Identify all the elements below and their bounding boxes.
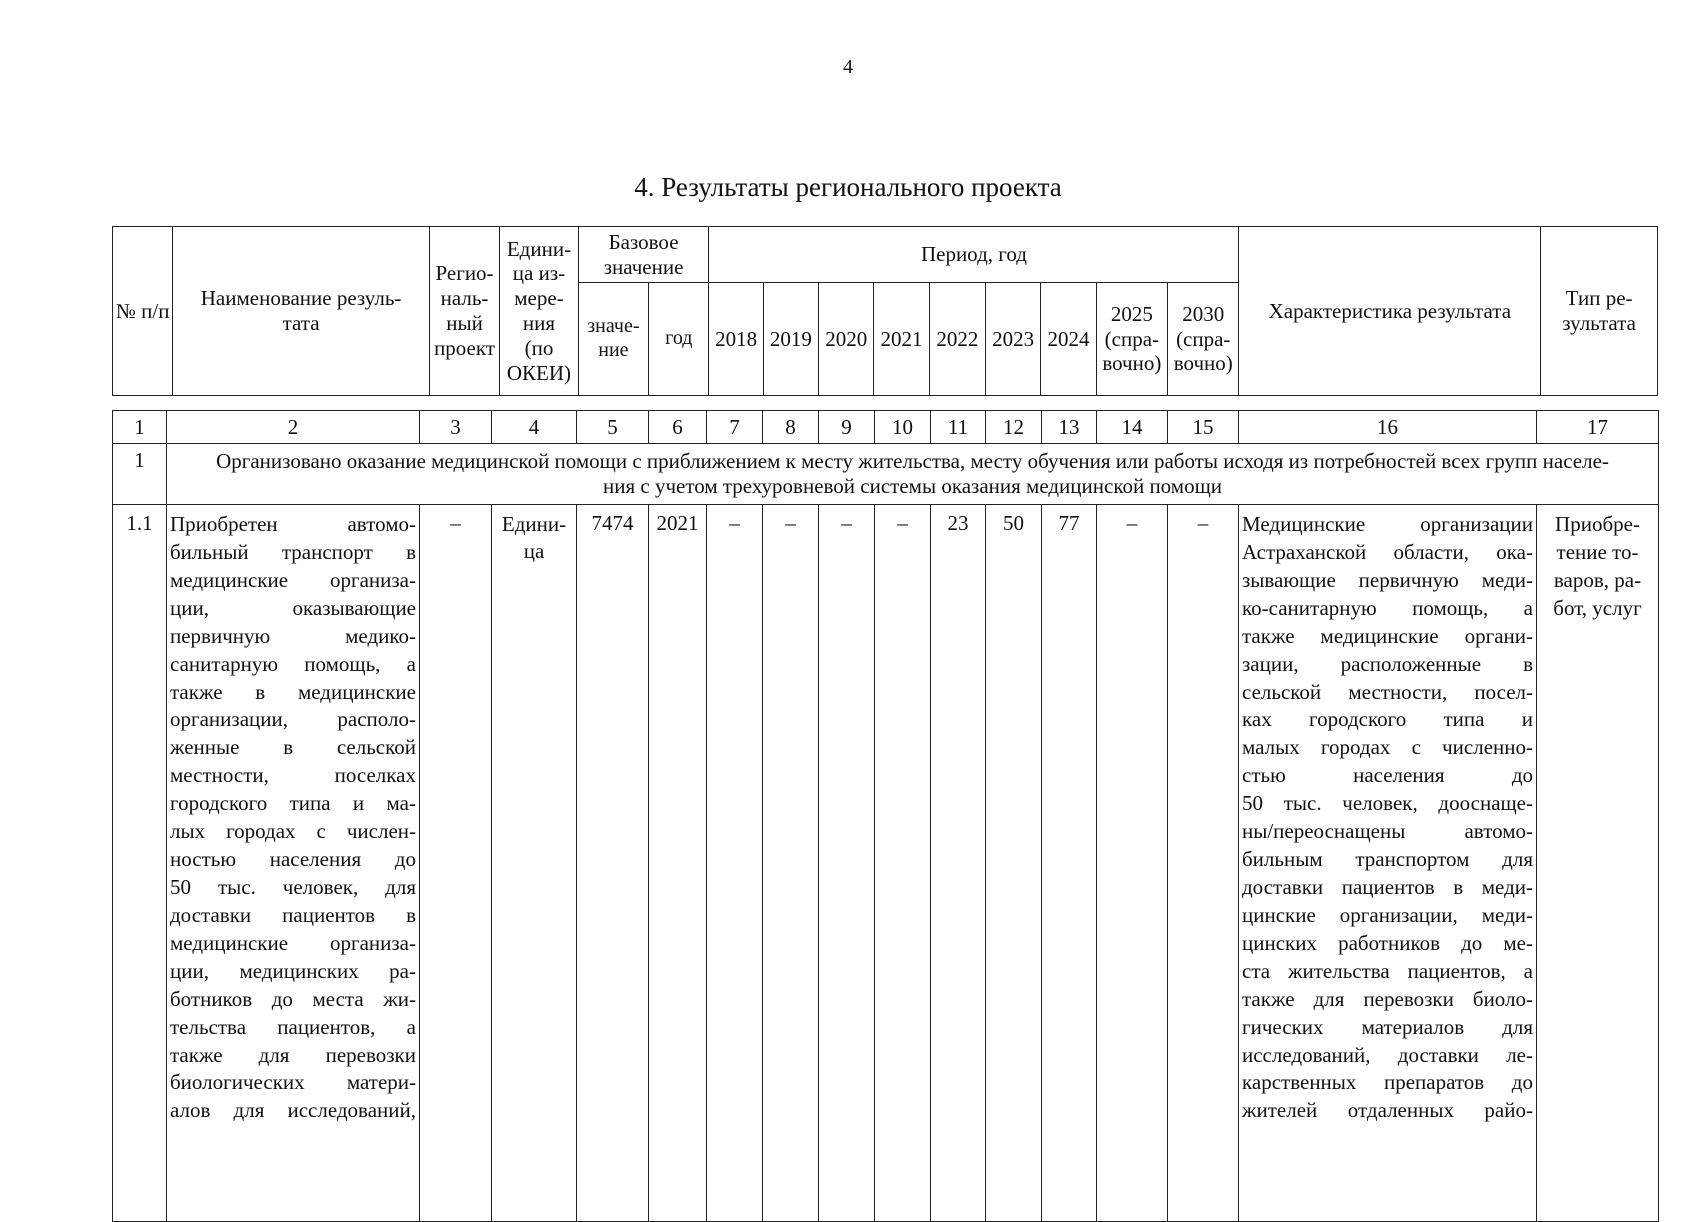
header-year: 2022 — [929, 283, 985, 396]
column-number: 13 — [1042, 411, 1097, 444]
column-number-row — [113, 411, 1659, 444]
header-name: Наименование резуль- тата — [173, 227, 429, 396]
page-number: 4 — [843, 56, 853, 78]
header-year: 2020 — [819, 283, 874, 396]
column-number: 15 — [1168, 411, 1239, 444]
column-number: 17 — [1537, 411, 1659, 444]
header-type: Тип ре- зультата — [1541, 227, 1658, 396]
header-year-2025: 2025 (спра- вочно) — [1096, 283, 1167, 396]
group-row — [113, 444, 1659, 505]
column-number: 16 — [1239, 411, 1537, 444]
base-year: 2021 — [649, 505, 707, 1222]
column-number: 4 — [492, 411, 577, 444]
header-characteristic: Характеристика результата — [1239, 227, 1541, 396]
column-number: 12 — [986, 411, 1042, 444]
column-number: 11 — [931, 411, 986, 444]
header-year: 2021 — [874, 283, 929, 396]
header-year: 2024 — [1041, 283, 1096, 396]
column-number: 9 — [819, 411, 875, 444]
value-2023: 50 — [986, 505, 1042, 1222]
header-base-value-value: значе- ние — [578, 283, 648, 396]
result-characteristic: Медицинские организации Астраханской области, ока- зывающие первичную меди- ко-санитарную помощь, а также медицинские органи- зации, расположенные в сельской местности, посел- ках городского типа и малых городах с численно- стью населения до 50 тыс. человек, дооснаще- ны/переоснащены автомо- бильным транспортом для доставки пациентов в меди- цинские организации, меди- цинских работников до ме- ста жительства пациентов, а также для перевозки биоло- гических материалов для исследований, доставки ле- карственных препаратов до жителей отдаленных райо- — [1239, 505, 1537, 1222]
unit: Едини- ца — [492, 505, 577, 1222]
column-number: 2 — [167, 411, 420, 444]
header-year-2030: 2030 (спра- вочно) — [1168, 283, 1239, 396]
base-value: 7474 — [577, 505, 649, 1222]
column-number: 5 — [577, 411, 649, 444]
header-base-value-year: год — [649, 283, 709, 396]
column-number: 3 — [420, 411, 492, 444]
column-number: 1 — [113, 411, 167, 444]
value-2024: 77 — [1042, 505, 1097, 1222]
results-body-table — [112, 410, 1659, 1222]
column-number: 7 — [707, 411, 763, 444]
header-period: Период, год — [709, 227, 1239, 283]
regional-project: – — [420, 505, 492, 1222]
value-2025: – — [1097, 505, 1168, 1222]
value-2021: – — [875, 505, 931, 1222]
value-2019: – — [763, 505, 819, 1222]
table-row — [113, 505, 1659, 1222]
header-unit: Едини- ца из- мере- ния (по ОКЕИ) — [500, 227, 578, 396]
header-year: 2018 — [709, 283, 763, 396]
results-header-table — [112, 226, 1658, 396]
header-base-value: Базовое значение — [578, 227, 709, 283]
header-number: № п/п — [113, 227, 173, 396]
header-year: 2019 — [763, 283, 818, 396]
value-2020: – — [819, 505, 875, 1222]
result-type: Приобре- тение то- варов, ра- бот, услуг — [1537, 505, 1659, 1222]
value-2030: – — [1168, 505, 1239, 1222]
header-regional-project: Регио- наль- ный проект — [429, 227, 499, 396]
row-number: 1.1 — [113, 505, 167, 1222]
column-number: 8 — [763, 411, 819, 444]
result-name: Приобретен автомо- бильный транспорт в медицинские организа- ции, оказывающие первичную медико- санитарную помощь, а также в медицинские организации, располо- женные в сельской местности, поселках городского типа и ма- лых городах с числен- ностью населения до 50 тыс. человек, для доставки пациентов в медицинские организа- ции, медицинских ра- ботников до места жи- тельства пациентов, а также для перевозки биологических матери- алов для исследований, — [167, 505, 420, 1222]
section-title: 4. Результаты регионального проекта — [634, 172, 1062, 202]
header-year: 2023 — [986, 283, 1041, 396]
column-number: 10 — [875, 411, 931, 444]
value-2022: 23 — [931, 505, 986, 1222]
value-2018: – — [707, 505, 763, 1222]
group-title: Организовано оказание медицинской помощи с приближением к месту жительства, месту обучения или работы исходя из потребностей всех групп населе- ния с учетом трехуровневой системы оказания медицинской помощи — [167, 444, 1659, 505]
column-number: 14 — [1097, 411, 1168, 444]
group-number: 1 — [113, 444, 167, 505]
column-number: 6 — [649, 411, 707, 444]
